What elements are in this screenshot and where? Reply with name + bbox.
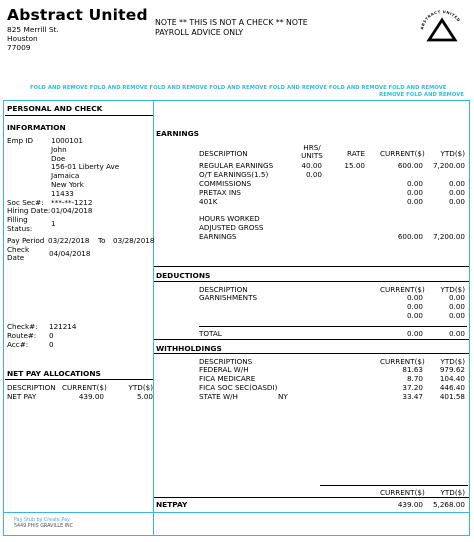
deductions-total-divider: [199, 326, 467, 327]
company-name: Abstract United: [7, 6, 148, 24]
fold-line-1: FOLD AND REMOVE FOLD AND REMOVE FOLD AND REMOVE FOLD AND REMOVE FOLD AND REMOVE FOLD AND REMOVE FOLD AND REMOVE: [30, 85, 447, 91]
earnings-desc-header: DESCRIPTION: [199, 149, 248, 158]
pay-period-to: To: [98, 236, 106, 245]
withholdings-row-current: 37.20: [402, 383, 423, 392]
company-address: [7, 25, 59, 52]
withholdings-row-state: NY: [278, 392, 288, 401]
earnings-hrs-header-1: HRS/: [303, 143, 321, 152]
netpay-current-header: CURRENT($): [380, 488, 425, 497]
withholdings-row-desc: FICA MEDICARE: [199, 374, 256, 383]
deductions-desc-header: DESCRIPTION: [199, 285, 248, 294]
payroll-notice: [155, 18, 308, 38]
deductions-row-ytd: 0.00: [448, 311, 465, 320]
left-frame-line: [3, 100, 4, 536]
deductions-top-divider: [154, 266, 469, 267]
withholdings-row-current: 8.70: [406, 374, 423, 383]
allocations-row-ytd: 5.00: [136, 392, 153, 401]
employee-first-name: John: [51, 145, 67, 154]
earnings-row-current: 0.00: [406, 197, 423, 206]
footer-line-2: 5449 PHIS GRAVILLE INC: [14, 524, 73, 529]
earnings-row-hrs: 40.00: [301, 161, 322, 170]
check-date-label-1: Check: [7, 245, 30, 254]
earnings-ytd-header: YTD($): [440, 149, 465, 158]
deductions-row-current: 0.00: [406, 311, 423, 320]
netpay-ytd: 5,268.00: [432, 500, 465, 509]
netpay-divider: [154, 497, 469, 498]
check-date-value: 04/04/2018: [49, 249, 91, 258]
logo-text: ABSTRACT UNITED: [420, 9, 461, 30]
withholdings-current-header: CURRENT($): [380, 357, 425, 366]
personal-divider: [5, 115, 153, 116]
check-number-label: Check#:: [7, 322, 38, 331]
earnings-row-ytd: 7,200.00: [432, 161, 465, 170]
company-zip: 77009: [7, 43, 31, 52]
check-date-label-2: Date: [7, 253, 25, 262]
withholdings-row-ytd: 401.58: [439, 392, 465, 401]
check-number-value: 121214: [49, 322, 77, 331]
netpay-ytd-header: YTD($): [440, 488, 465, 497]
allocations-ytd-header: YTD($): [128, 383, 153, 392]
withholdings-ytd-header: YTD($): [440, 357, 465, 366]
earnings-row-hrs: 0.00: [305, 170, 322, 179]
earnings-row-desc: PRETAX INS: [199, 188, 241, 197]
emp-id-value: 1000101: [51, 136, 84, 145]
filing-status-label-2: Status:: [7, 224, 33, 233]
employee-city: Jamaica: [51, 171, 80, 180]
withholdings-title-divider: [154, 353, 469, 354]
earnings-row-desc: REGULAR EARNINGS: [199, 161, 274, 170]
allocations-row-current: 439.00: [78, 392, 104, 401]
pay-period-label: Pay Period: [7, 236, 45, 245]
allocations-divider: [5, 379, 153, 380]
adjusted-gross-label: ADJUSTED GROSS: [199, 223, 264, 232]
hours-worked-label: HOURS WORKED: [199, 214, 260, 223]
deductions-title-divider: [154, 281, 469, 282]
earnings-row-desc: COMMISSIONS: [199, 179, 252, 188]
ssn-label: Soc Sec#:: [7, 198, 44, 207]
footer-divider: [3, 512, 470, 513]
deductions-ytd-header: YTD($): [440, 285, 465, 294]
earnings-current-header: CURRENT($): [380, 149, 425, 158]
employee-state: New York: [51, 180, 84, 189]
allocations-row-label: NET PAY: [7, 392, 37, 401]
allocations-desc-header: DESCRIPTION: [7, 383, 56, 392]
deductions-total-current: 0.00: [406, 329, 423, 338]
adjusted-earnings-label: EARNINGS: [199, 232, 237, 241]
deductions-title: DEDUCTIONS: [156, 271, 211, 280]
personal-title: PERSONAL AND CHECK: [7, 104, 103, 113]
ssn-value: ***-**-1212: [51, 198, 93, 207]
earnings-hrs-header-2: UNITS: [301, 151, 323, 160]
deductions-row-current: 0.00: [406, 293, 423, 302]
allocations-current-header: CURRENT($): [62, 383, 107, 392]
withholdings-row-current: 81.63: [402, 365, 423, 374]
filing-status-label-1: Filling: [7, 215, 28, 224]
withholdings-row-desc: STATE W/H: [199, 392, 238, 401]
withholdings-title: WITHHOLDINGS: [156, 344, 222, 353]
employee-address: 156-01 Liberty Ave: [51, 162, 120, 171]
company-street: 825 Merrill St.: [7, 25, 59, 34]
withholdings-row-current: 33.47: [402, 392, 423, 401]
earnings-title: EARNINGS: [156, 129, 199, 138]
footer-line-1: Pay Stub by Create Pay: [14, 518, 70, 523]
deductions-total-ytd: 0.00: [448, 329, 465, 338]
net-pay-allocations-title: NET PAY ALLOCATIONS: [7, 369, 101, 378]
hire-date-value: 01/04/2018: [51, 206, 93, 215]
information-title: INFORMATION: [7, 123, 66, 132]
deductions-current-header: CURRENT($): [380, 285, 425, 294]
deductions-row-ytd: 0.00: [448, 293, 465, 302]
pay-period-start: 03/22/2018: [48, 236, 90, 245]
deductions-row-ytd: 0.00: [448, 302, 465, 311]
company-city: Houston: [7, 34, 38, 43]
withholdings-row-ytd: 104.40: [439, 374, 465, 383]
right-frame-line: [469, 100, 470, 536]
notice-line-1: NOTE ** THIS IS NOT A CHECK ** NOTE: [155, 18, 308, 27]
employee-zip: 11433: [51, 189, 74, 198]
earnings-row-ytd: 0.00: [448, 179, 465, 188]
withholdings-row-desc: FEDERAL W/H: [199, 365, 249, 374]
netpay-current: 439.00: [397, 500, 423, 509]
adjusted-gross-ytd: 7,200.00: [432, 232, 465, 241]
earnings-row-ytd: 0.00: [448, 197, 465, 206]
account-number-label: Acc#:: [7, 340, 29, 349]
earnings-row-desc: 401K: [199, 197, 218, 206]
deductions-row-current: 0.00: [406, 302, 423, 311]
employee-last-name: Doe: [51, 154, 66, 163]
adjusted-gross-current: 600.00: [397, 232, 423, 241]
emp-id-label: Emp ID: [7, 136, 34, 145]
earnings-row-current: 0.00: [406, 188, 423, 197]
account-number-value: 0: [49, 340, 54, 349]
company-logo: [417, 8, 467, 46]
filing-status-value: 1: [51, 219, 56, 228]
route-number-label: Route#:: [7, 331, 37, 340]
top-frame-line: [3, 100, 470, 101]
hire-date-label: Hiring Date:: [7, 206, 51, 215]
withholdings-row-ytd: 979.62: [439, 365, 465, 374]
earnings-row-rate: 15.00: [344, 161, 365, 170]
pay-period-end: 03/28/2018: [113, 236, 155, 245]
withholdings-top-divider: [154, 339, 469, 340]
notice-line-2: PAYROLL ADVICE ONLY: [155, 28, 244, 37]
withholdings-row-ytd: 446.40: [439, 383, 465, 392]
deductions-total-label: TOTAL: [199, 329, 222, 338]
netpay-label: NETPAY: [156, 500, 188, 509]
earnings-row-current: 0.00: [406, 179, 423, 188]
netpay-top-divider: [320, 485, 468, 486]
deductions-row-desc: GARNISHMENTS: [199, 293, 258, 302]
earnings-row-desc: O/T EARNINGS(1.5): [199, 170, 269, 179]
route-number-value: 0: [49, 331, 54, 340]
earnings-rate-header: RATE: [347, 149, 365, 158]
earnings-row-ytd: 0.00: [448, 188, 465, 197]
withholdings-desc-header: DESCRIPTIONS: [199, 357, 253, 366]
column-divider: [153, 100, 154, 536]
fold-line-2: REMOVE FOLD AND REMOVE: [379, 92, 464, 98]
bottom-frame-line: [3, 535, 470, 536]
withholdings-row-desc: FICA SOC SEC(OASDI): [199, 383, 278, 392]
earnings-row-current: 600.00: [397, 161, 423, 170]
